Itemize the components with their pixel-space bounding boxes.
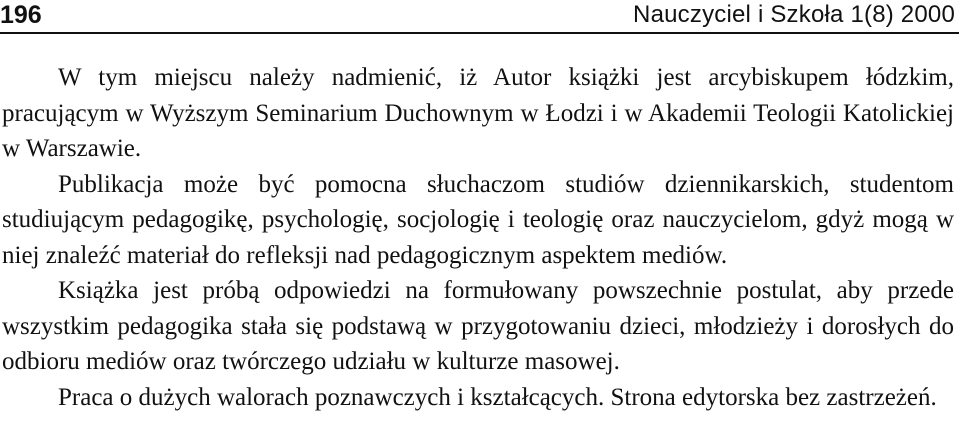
page-header (0, 0, 959, 34)
paragraph-postulate: Książka jest próbą odpowiedzi na formułowany powszechnie postulat, aby przede wszystkim pedagogika stała się podstawą w przygotowaniu dzieci, młodzieży i dorosłych do odbioru mediów oraz twórczego udziału w kulturze masowej. (2, 277, 954, 375)
paragraph-author: W tym miejscu należy nadmienić, iż Autor książki jest arcybiskupem łódzkim, pracującym w Wyższym Seminarium Duchownym w Łodzi i w Akademii Teologii Katolickiej w Warszawie. (2, 64, 954, 162)
paragraph-assessment: Praca o dużych walorach poznawczych i kształcących. Strona edytorska bez zastrzeżeń. (58, 383, 937, 411)
header-rule (0, 32, 959, 34)
paragraph-audience: Publikacja może być pomocna słuchaczom studiów dziennikarskich, studentom studiującym pedagogikę, psychologię, socjologię i teologię oraz nauczycielom, gdyż mogą w niej znaleźć materiał do refleksji nad pedagogicznym aspektem mediów. (2, 170, 954, 269)
page-number: 196 (0, 1, 42, 29)
running-head: Nauczyciel i Szkoła 1(8) 2000 (633, 1, 955, 28)
body-text (2, 60, 954, 415)
